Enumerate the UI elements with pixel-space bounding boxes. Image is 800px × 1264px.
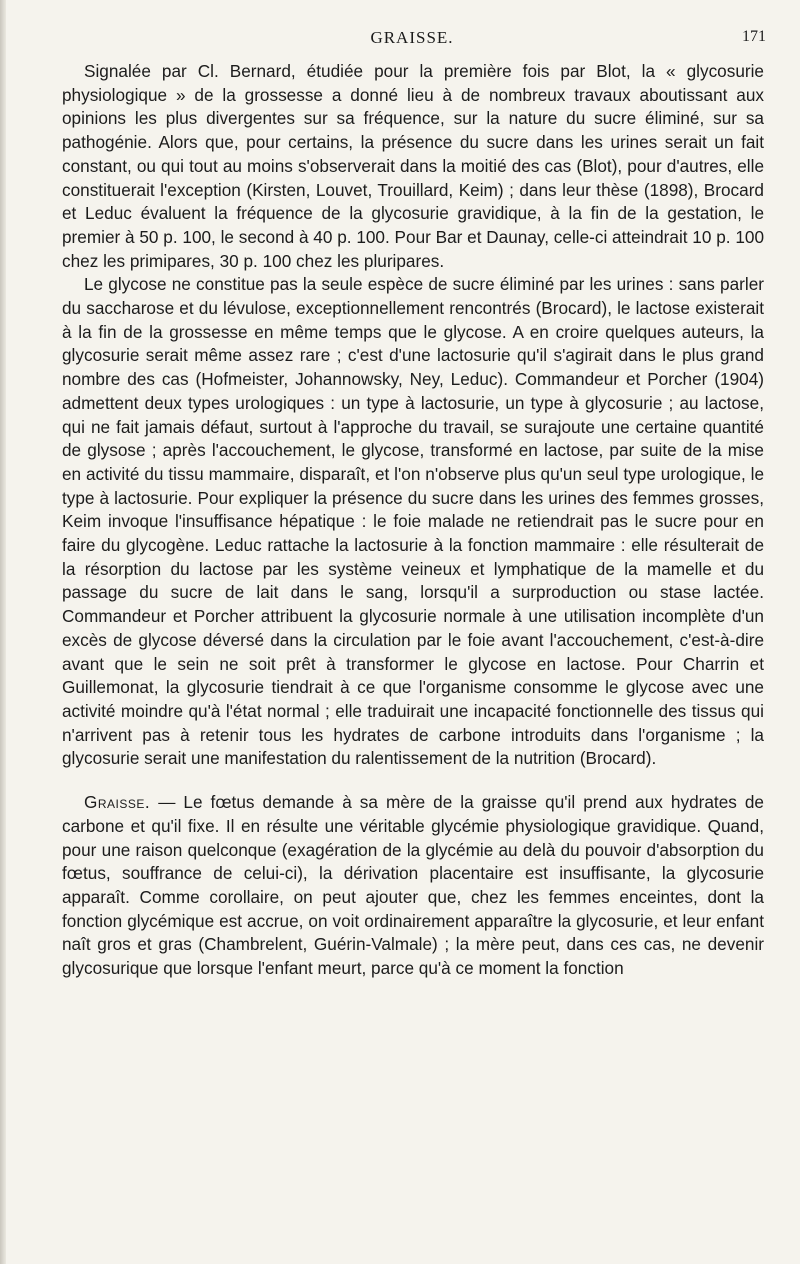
paragraph-graisse: [62, 791, 764, 981]
section-heading: Graisse.: [84, 792, 151, 813]
paragraph-glycose: [62, 273, 764, 771]
paragraph-text: — Le fœtus demande à sa mère de la graisse qu'il prend aux hydrates de carbone et qu'il fixe. Il en résulte une véritable glycémie physiologique gravidique. Quand, pour une raison quelconque (exagération de la glycémie au delà du pouvoir d'absorption du fœtus, souffrance de celui-ci), la dérivation placentaire est insuffisante, la glycosurie apparaît. Comme corollaire, on peut ajouter que, chez les femmes enceintes, dont la fonction glycémique est accrue, on voit ordinairement apparaître la glycosurie, et leur enfant naît gros et gras (Chambrelent, Guérin-Valmale) ; la mère peut, dans ces cas, ne devenir glycosurique que lorsque l'enfant meurt, parce qu'à ce moment la fonction: [62, 792, 764, 979]
paragraph-text: Le glycose ne constitue pas la seule espèce de sucre éliminé par les urines : sans parler du saccharose et du lévulose, exceptionnellement rencontrés (Brocard), le lactose existerait à la fin de la grossesse en même temps que le glycose. A en croire quelques auteurs, la glycosurie serait même assez rare ; c'est d'une lactosurie qu'il s'agirait dans le plus grand nombre des cas (Hofmeister, Johannowsky, Ney, Leduc). Commandeur et Porcher (1904) admettent deux types urologiques : un type à lactosurie, un type à glycosurie ; au lactose, qui ne fait jamais défaut, surtout à l'approche du travail, se surajoute une certaine quantité de glysose ; après l'accouchement, le glycose, transformé en lactose, par suite de la mise en activité du tissu mammaire, disparaît, et l'on n'observe plus qu'un seul type urologique, le type à lactosurie. Pour expliquer la présence du sucre dans les urines des femmes grosses, Keim invoque l'insuffisance hépatique : le foie malade ne retiendrait pas le sucre pour en faire du glycogène. Leduc rattache la lactosurie à la fonction mammaire : elle résulterait de la résorption du lactose par les système veineux et lymphatique de la mamelle et du passage du sucre de lait dans le sang, lorsqu'il a surproduction ou stase lactée. Commandeur et Porcher attribuent la glycosurie normale à une utilisation incomplète d'un excès de glycose déversé dans la circulation par le foie avant l'accouchement, c'est-à-dire avant que le sein ne soit prêt à transformer le glycose en lactose. Pour Charrin et Guillemonat, la glycosurie tiendrait à ce que l'organisme consomme le glycose avec une activité moindre qu'à l'état normal ; elle traduirait une incapacité fonctionnelle des tissus qui n'arrivent pas à retenir tous les hydrates de carbone introduits dans l'organisme ; la glycosurie serait une manifestation du ralentissement de la nutrition (Brocard).: [62, 274, 764, 769]
page-binding-edge: [0, 0, 6, 1264]
page-header: [58, 28, 766, 52]
page-number: 171: [742, 28, 766, 45]
body-text: [62, 60, 764, 981]
paragraph-text: Signalée par Cl. Bernard, étudiée pour la première fois par Blot, la « glycosurie physiologique » de la grossesse a donné lieu à de nombreux travaux aboutissant aux opinions les plus divergentes sur sa fréquence, sur la nature du sucre éliminé, sur sa pathogénie. Alors que, pour certains, la présence du sucre dans les urines serait un fait constant, ou qui tout au moins s'observerait dans la moitié des cas (Blot), pour d'autres, elle constituerait l'exception (Kirsten, Louvet, Trouillard, Keim) ; dans leur thèse (1898), Brocard et Leduc évaluent la fréquence de la glycosurie gravidique, à la fin de la gestation, le premier à 50 p. 100, le second à 40 p. 100. Pour Bar et Daunay, celle-ci atteindrait 10 p. 100 chez les primipares, 30 p. 100 chez les pluripares.: [62, 61, 764, 271]
paragraph-glycosurie: [62, 60, 764, 273]
running-head: GRAISSE.: [370, 28, 454, 47]
